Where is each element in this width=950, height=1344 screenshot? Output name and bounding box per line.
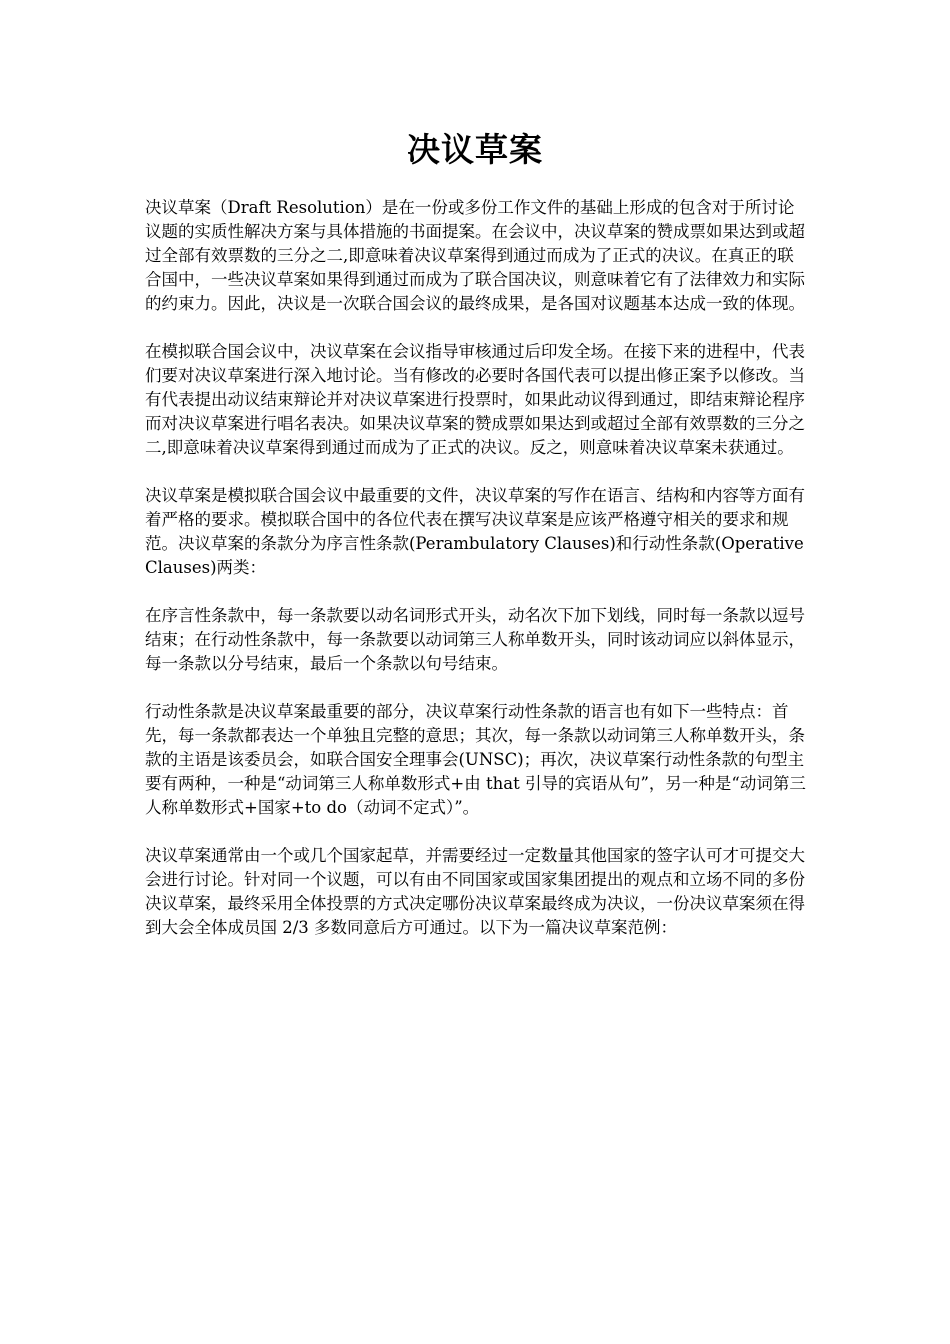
paragraph-operative-clauses: 行动性条款是决议草案最重要的部分，决议草案行动性条款的语言也有如下一些特点：首先，每一条款都表达一个单独且完整的意思；其次，每一条款以动词第三人称单数开头，条款的主语是该委员会，如联合国安全理事会(UNSC)；再次，决议草案行动性条款的句型主要有两种，一种是“动词第三人称单数形式+由 that 引导的宾语从句”，另一种是“动词第三人称单数形式+国家+to do（动词不定式）”。 [145, 702, 806, 817]
paragraph-definition: 决议草案（Draft Resolution）是在一份或多份工作文件的基础上形成的包含对于所讨论议题的实质性解决方案与具体措施的书面提案。在会议中，决议草案的赞成票如果达到或超过全部有效票数的三分之二,即意味着决议草案得到通过而成为了正式的决议。在真正的联合国中，一些决议草案如果得到通过而成为了联合国决议，则意味着它有了法律效力和实际的约束力。因此，决议是一次联合国会议的最终成果，是各国对议题基本达成一致的体现。 [145, 198, 805, 313]
paragraph-clause-format: 在序言性条款中，每一条款要以动名词形式开头，动名次下加下划线，同时每一条款以逗号结束；在行动性条款中，每一条款要以动词第三人称单数开头，同时该动词应以斜体显示，每一条款以分号结束，最后一个条款以句号结束。 [145, 606, 805, 673]
document-body [145, 196, 807, 964]
document-title: 决议草案 [407, 130, 543, 169]
paragraph-clause-types: 决议草案是模拟联合国会议中最重要的文件，决议草案的写作在语言、结构和内容等方面有着严格的要求。模拟联合国中的各位代表在撰写决议草案是应该严格遵守相关的要求和规范。决议草案的条款分为序言性条款(Perambulatory Clauses)和行动性条款(Operative Clauses)两类： [145, 486, 805, 577]
paragraph-drafting-process: 决议草案通常由一个或几个国家起草，并需要经过一定数量其他国家的签字认可才可提交大会进行讨论。针对同一个议题，可以有由不同国家或国家集团提出的观点和立场不同的多份决议草案，最终采用全体投票的方式决定哪份决议草案最终成为决议，一份决议草案须在得到大会全体成员国 2/3 多数同意后方可通过。以下为一篇决议草案范例： [145, 846, 805, 937]
paragraph-mun-procedure: 在模拟联合国会议中，决议草案在会议指导审核通过后印发全场。在接下来的进程中，代表们要对决议草案进行深入地讨论。当有修改的必要时各国代表可以提出修正案予以修改。当有代表提出动议结束辩论并对决议草案进行投票时，如果此动议得到通过，即结束辩论程序而对决议草案进行唱名表决。如果决议草案的赞成票如果达到或超过全部有效票数的三分之二,即意味着决议草案得到通过而成为了正式的决议。反之，则意味着决议草案未获通过。 [145, 342, 805, 457]
